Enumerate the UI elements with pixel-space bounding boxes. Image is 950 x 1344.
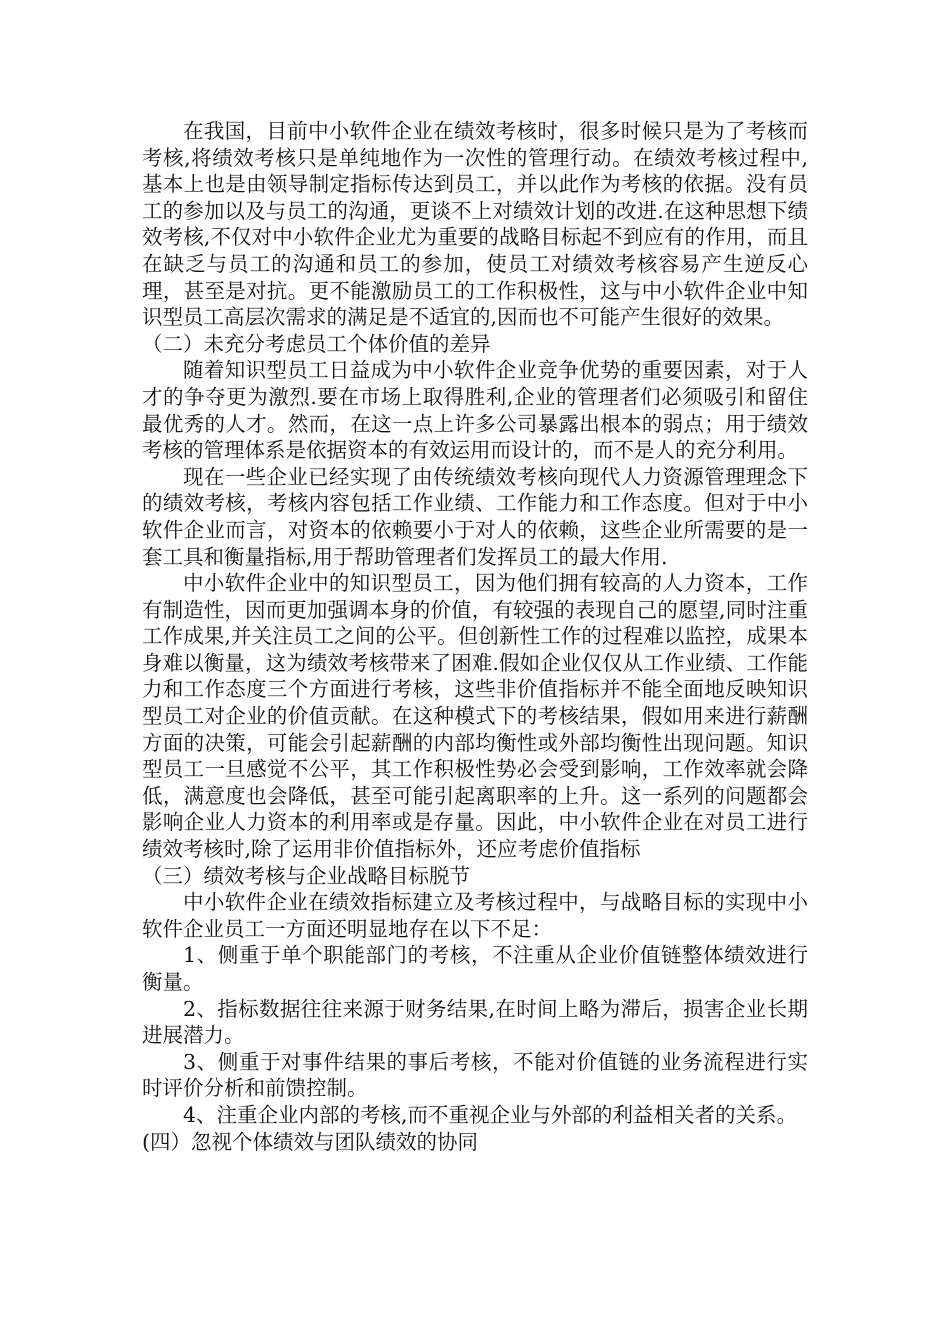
- section-heading-2: （二）未充分考虑员工个体价值的差异: [142, 331, 491, 356]
- list-item-1: 1、侧重于单个职能部门的考核，不注重从企业价值链整体绩效进行衡量。: [142, 943, 808, 994]
- section-heading-3: （三）绩效考核与企业战略目标脱节: [142, 863, 470, 888]
- section-heading-4: (四）忽视个体绩效与团队绩效的协同: [142, 1129, 478, 1154]
- list-item-2: 2、指标数据往往来源于财务结果,在时间上略为滞后，损害企业长期进展潜力。: [142, 996, 808, 1048]
- paragraph-knowledge-workers: 中小软件企业中的知识型员工，因为他们拥有较高的人力资本，工作有制造性，因而更加强调本身的价值，有较强的表现自己的愿望,同时注重工作成果,并关注员工之间的公平。但创新性工作的过程难以监控，成果本身难以衡量，这为绩效考核带来了困难.假如企业仅仅从工作业绩、工作能力和工作态度三个方面进行考核，这些非价值指标并不能全面地反映知识型员工对企业的价值贡献。在这种模式下的考核结果，假如用来进行薪酬方面的决策，可能会引起薪酬的内部均衡性或外部均衡性出现问题。知识型员工一旦感觉不公平，其工作积极性势必会受到影响，工作效率就会降低，满意度也会降低，甚至可能引起离职率的上升。这一系列的问题都会影响企业人力资本的利用率或是存量。因此，中小软件企业在对员工进行绩效考核时,除了运用非价值指标外，还应考虑价值指标: [142, 571, 808, 862]
- list-item-3: 3、侧重于对事件结果的事后考核，不能对价值链的业务流程进行实时评价分析和前馈控制。: [142, 1049, 808, 1101]
- paragraph-modern-assessment: 现在一些企业已经实现了由传统绩效考核向现代人力资源管理理念下的绩效考核，考核内容包括工作业绩、工作能力和工作态度。但对于中小软件企业而言，对资本的依赖要小于对人的依赖，这些企业所需要的是一套工具和衡量指标,用于帮助管理者们发挥员工的最大作用.: [142, 464, 808, 569]
- list-item-4: 4、注重企业内部的考核,而不重视企业与外部的利益相关者的关系。: [183, 1102, 798, 1127]
- paragraph-intro: 在我国，目前中小软件企业在绩效考核时，很多时候只是为了考核而考核,将绩效考核只是单纯地作为一次性的管理行动。在绩效考核过程中,基本上也是由领导制定指标传达到员工，并以此作为考核的依据。没有员工的参加以及与员工的沟通，更谈不上对绩效计划的改进.在这种思想下绩效考核,不仅对中小软件企业尤为重要的战略目标起不到应有的作用，而且在缺乏与员工的沟通和员工的参加，使员工对绩效考核容易产生逆反心理，甚至是对抗。更不能激励员工的工作积极性，这与中小软件企业中知识型员工高层次需求的满足是不适宜的,因而也不可能产生很好的效果。: [142, 119, 808, 330]
- document-body: [142, 118, 808, 1155]
- paragraph-strategy-gap: 中小软件企业在绩效指标建立及考核过程中，与战略目标的实现中小软件企业员工一方面还明显地存在以下不足：: [142, 890, 808, 941]
- paragraph-talent: 随着知识型员工日益成为中小软件企业竞争优势的重要因素，对于人才的争夺更为激烈.要在市场上取得胜利,企业的管理者们必须吸引和留住最优秀的人才。然而，在这一点上许多公司暴露出根本的弱点；用于绩效考核的管理体系是依据资本的有效运用而设计的，而不是人的充分利用。: [142, 358, 808, 463]
